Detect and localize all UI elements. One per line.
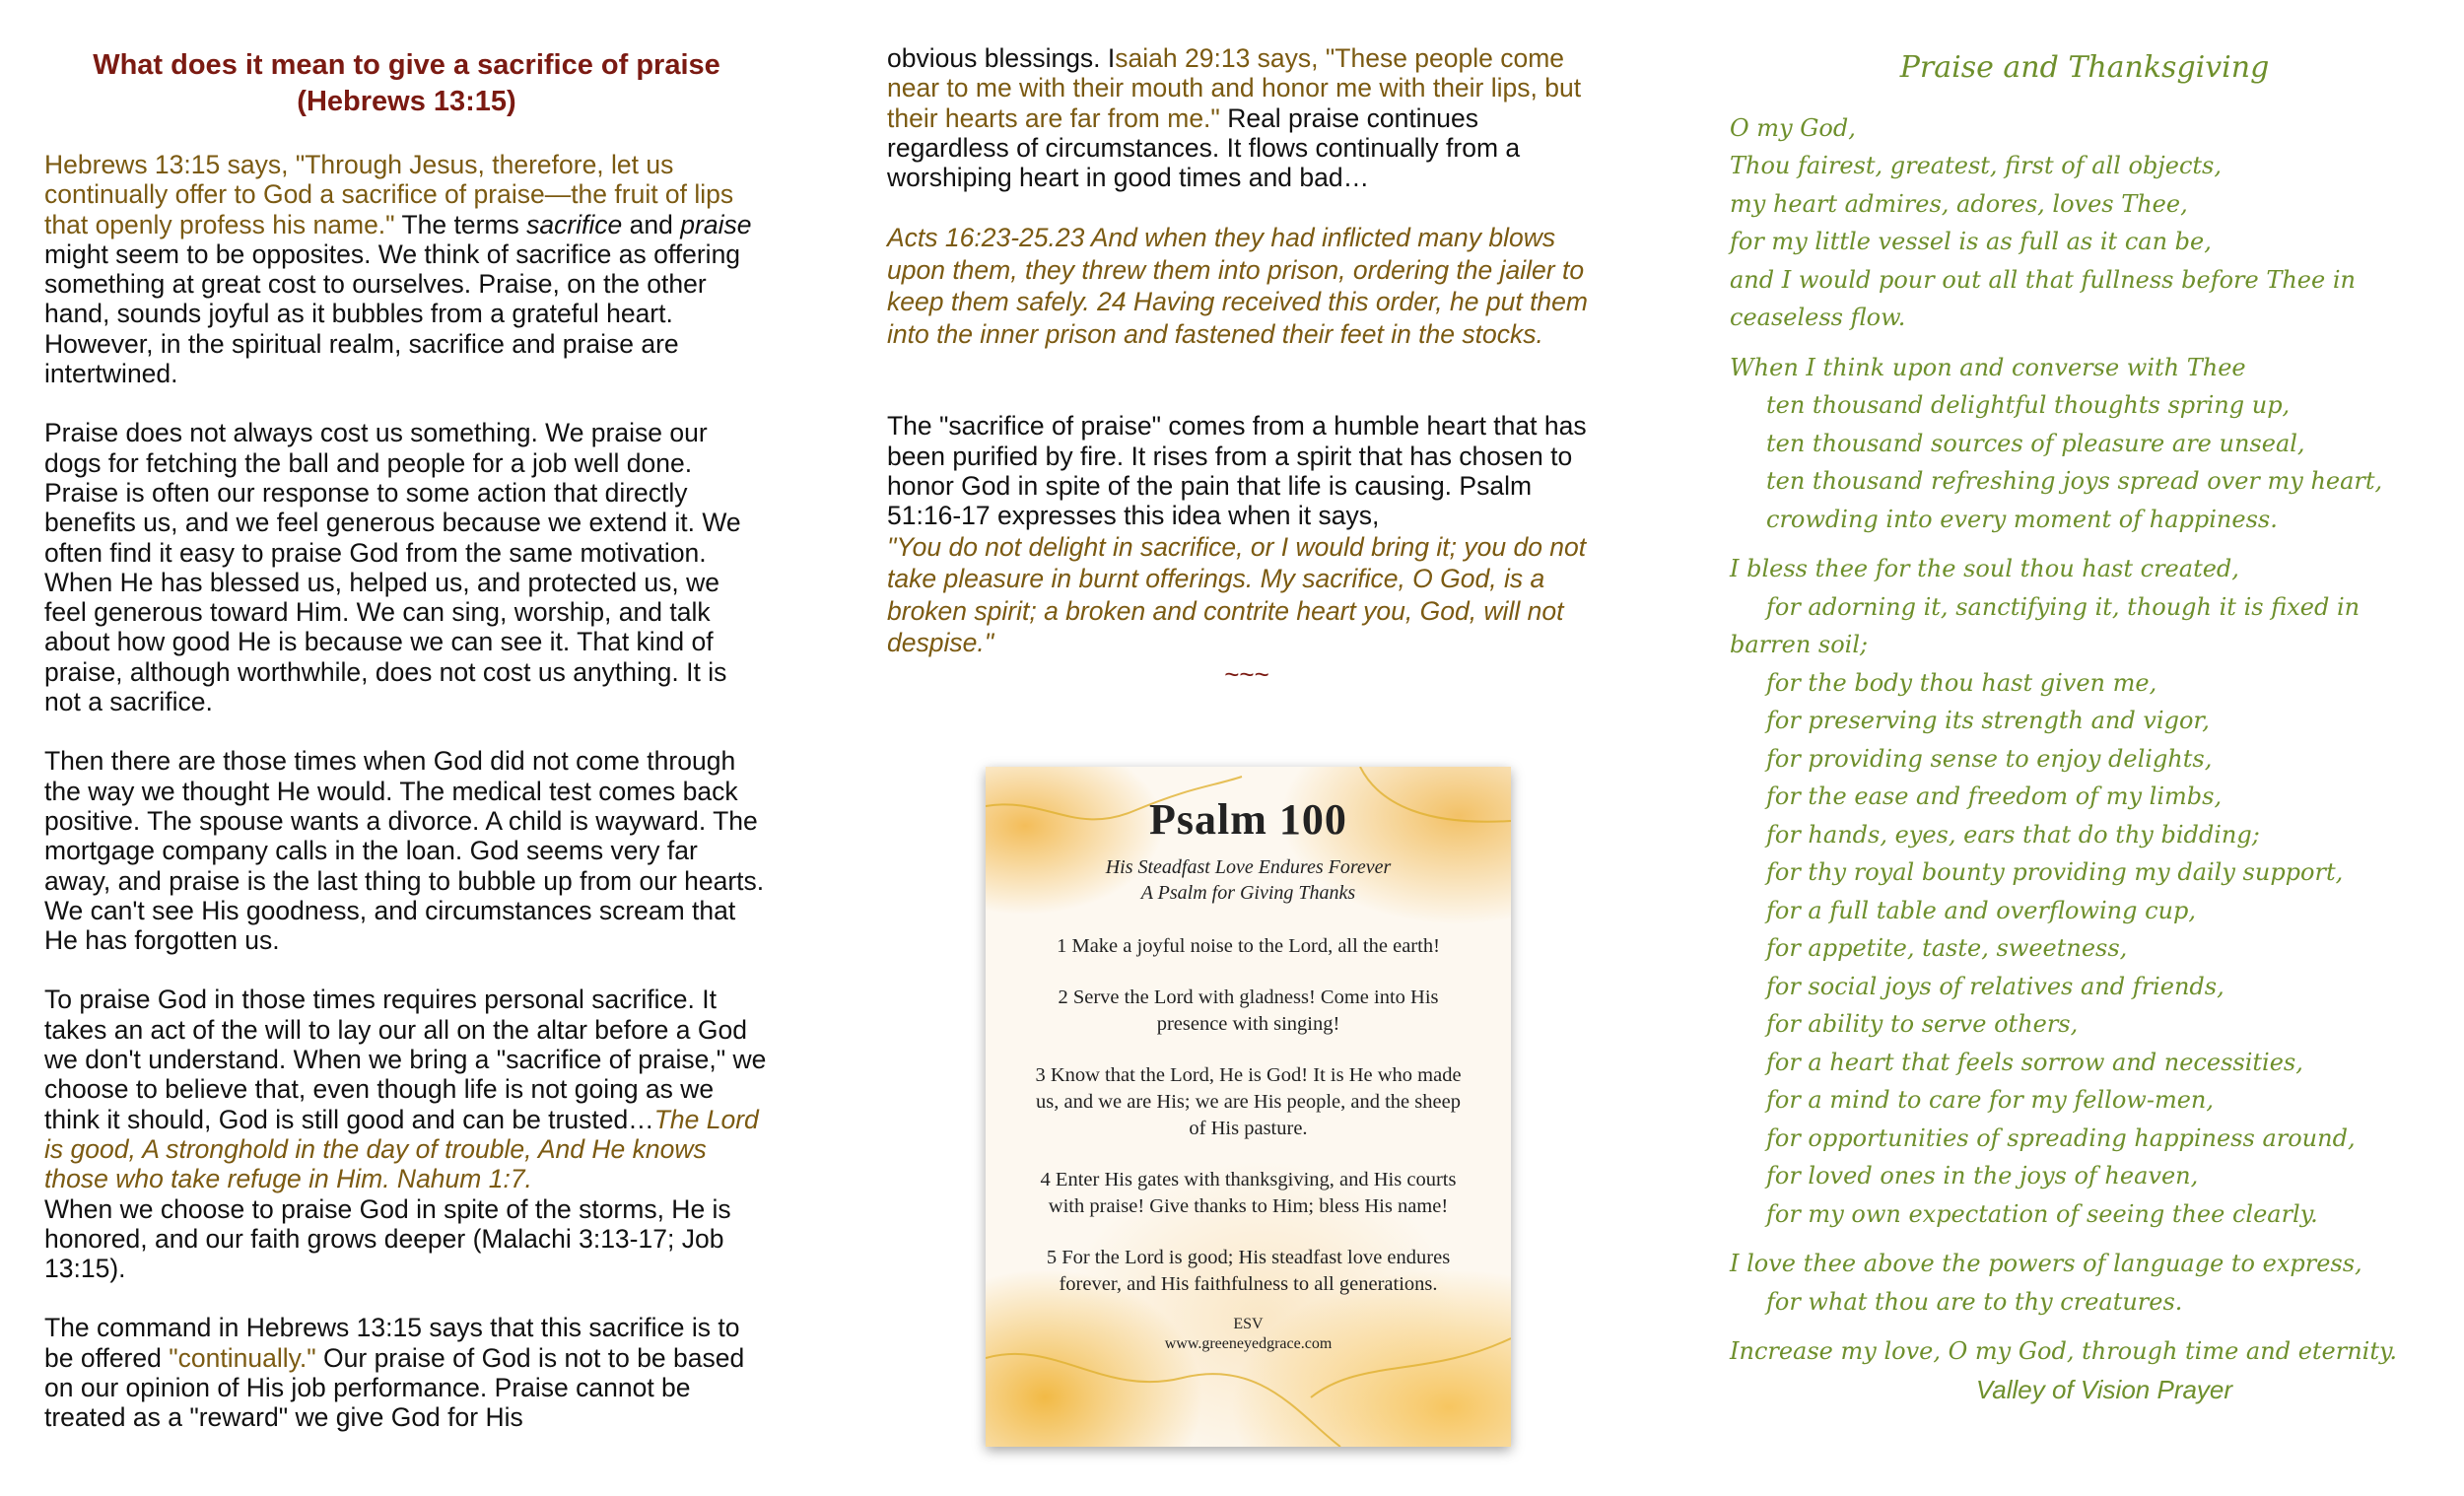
poem-line: for a heart that feels sorrow and necessities, — [1766, 1048, 2303, 1076]
poem-line: for ability to serve others, — [1766, 1010, 2079, 1038]
p7-text-1: The "sacrifice of praise" comes from a humble heart that has been purified by fire. It rises from a spirit that has chosen to honor God in spite of the pain that life is causing. Psalm 51:16-17 expresses this idea when it says, — [887, 411, 1587, 531]
isaiah-quote: saiah 29:13 says, "These people come near to me with their mouth and honor me with their lips, but their hearts are far from me." — [887, 43, 1582, 133]
poem-line: crowding into every moment of happiness. — [1766, 505, 2278, 533]
psalm-verse-4: 4 Enter His gates with thanksgiving, and His courts with praise! Give thanks to Him; bless His name! — [1040, 1169, 1457, 1217]
psalm-subtitle-line-2: A Psalm for Giving Thanks — [1140, 882, 1356, 904]
poem-line: for a full table and overflowing cup, — [1766, 896, 2196, 924]
poem-line: for opportunities of spreading happiness around, — [1766, 1123, 2356, 1152]
paragraph-6 — [887, 43, 1607, 192]
p5-text-2: Our praise of God is not to be based on our opinion of His job performance. Praise cannot be treated as a "reward" we give God for His — [44, 1342, 745, 1433]
paragraph-4 — [44, 985, 769, 1283]
poem-line: for the ease and freedom of my limbs, — [1766, 782, 2223, 810]
article-column-left — [44, 0, 769, 1462]
poem-line: for adorning it, sanctifying it, though it is fixed in barren soil; — [1730, 592, 2361, 658]
continually-quote: "continually." — [169, 1342, 316, 1373]
poem-line: for providing sense to enjoy delights, — [1766, 744, 2213, 773]
poem-line: ten thousand sources of pleasure are unseal, — [1766, 429, 2305, 457]
paragraph-5 — [44, 1313, 769, 1432]
article-title: What does it mean to give a sacrifice of praise (Hebrews 13:15) — [93, 49, 720, 117]
poem-line: I love thee above the powers of language to express, — [1730, 1250, 2362, 1277]
poem-line: ten thousand delightful thoughts spring up, — [1766, 391, 2291, 419]
psalm51-quote: "You do not delight in sacrifice, or I would bring it; you do not take pleasure in burnt offerings. My sacrifice, O God, is a broken spirit; a broken and contrite heart you, God, will not despise." — [887, 531, 1587, 658]
hebrews-quote: Hebrews 13:15 says, "Through Jesus, therefore, let us continually offer to God a sacrifice of praise—the fruit of lips that openly profess his name." — [44, 150, 734, 239]
psalm-website: www.greeneyedgrace.com — [1164, 1335, 1333, 1352]
p5-text-1: The command in Hebrews 13:15 says that this sacrifice is to be offered — [44, 1313, 740, 1373]
poem-title: Praise and Thanksgiving — [1899, 50, 2270, 85]
acts-quote: Acts 16:23-25.23 And when they had inflicted many blows upon them, they threw them into prison, ordering the jailer to keep them safely. 24 Having received this order, he put them into the inner prison and fastened their feet in the stocks. — [887, 223, 1588, 349]
psalm-verse-3: 3 Know that the Lord, He is God! It is He who made us, and we are His; we are His people, and the sheep of His pasture. — [1035, 1064, 1462, 1139]
paragraph-7 — [887, 411, 1607, 658]
p1-em-sacrifice: sacrifice — [526, 209, 623, 239]
poem-line: for appetite, taste, sweetness, — [1766, 934, 2128, 962]
poem-stanza-4 — [1730, 1245, 2439, 1321]
poem-line: for loved ones in the joys of heaven, — [1766, 1162, 2199, 1190]
psalm-title: Psalm 100 — [1149, 795, 1347, 844]
poem-stanza-1 — [1730, 109, 2439, 337]
poem-line: When I think upon and converse with Thee — [1730, 353, 2246, 381]
section-separator: ~~~ — [1224, 658, 1269, 689]
poem-line: Increase my love, O my God, through time and eternity. — [1730, 1337, 2397, 1365]
article-column-middle — [887, 43, 1607, 689]
p4-text-2: When we choose to praise God in spite of the storms, He is honored, and our faith grows deeper (Malachi 3:13-17; Job 13:15). — [44, 1193, 731, 1284]
psalm-subtitle — [986, 854, 1511, 906]
psalm-100-card — [986, 767, 1511, 1447]
poem-line: for preserving its strength and vigor, — [1766, 707, 2210, 734]
paragraph-2: Praise does not always cost us something. We praise our dogs for fetching the ball and people for a job well done. Praise is often our response to some action that directly benefits us, and we feel generous because we extend it. We often find it easy to praise God from the same motivation. When He has blessed us, helped us, and protected us, we feel generous toward Him. We can sing, worship, and talk about how good He is because we can see it. That kind of praise, although worthwhile, does not cost us anything. It is not a sacrifice. — [44, 418, 741, 717]
p1-text-2: and — [622, 209, 681, 239]
poem-stanza-5 — [1730, 1332, 2439, 1371]
poem-stanza-3 — [1730, 550, 2439, 1233]
poem-line: I bless thee for the soul thou hast created, — [1730, 555, 2239, 582]
paragraph-1 — [44, 150, 769, 388]
poem-stanza-2 — [1730, 349, 2439, 539]
poem-line: and I would pour out all that fullness before Thee in ceaseless flow. — [1730, 265, 2356, 331]
p6-text-2: Real praise continues regardless of circumstances. It flows continually from a worshiping heart in good times and bad… — [887, 102, 1521, 193]
p1-text-3: might seem to be opposites. We think of sacrifice as offering something at great cost to ourselves. Praise, on the other hand, sounds joyful as it bubbles from a grateful heart. However, in the spiritual realm, sacrifice and praise are intertwined. — [44, 238, 741, 389]
psalm-version: ESV — [1233, 1316, 1264, 1332]
p6-text-1: obvious blessings. I — [887, 43, 1116, 73]
poem-column — [1730, 0, 2439, 1408]
paragraph-3: Then there are those times when God did not come through the way we thought He would. The medical test comes back positive. The spouse wants a divorce. A child is wayward. The mortgage company calls in the loan. God seems very far away, and praise is the last thing to bubble up from our hearts. We can't see His goodness, and circumstances scream that He has forgotten us. — [44, 746, 765, 956]
poem-line: Thou fairest, greatest, first of all objects, — [1730, 152, 2222, 179]
poem-line: my heart admires, adores, loves Thee, — [1730, 189, 2188, 218]
psalm-verse-5: 5 For the Lord is good; His steadfast love endures forever, and His faithfulness to all generations. — [1046, 1247, 1451, 1295]
poem-line: for my little vessel is as full as it can be, — [1730, 228, 2212, 255]
poem-line: O my God, — [1730, 113, 1856, 142]
psalm-verse-2: 2 Serve the Lord with gladness! Come into His presence with singing! — [1058, 986, 1439, 1035]
poem-line: for what thou are to thy creatures. — [1766, 1287, 2183, 1316]
poem-line: ten thousand refreshing joys spread over my heart, — [1766, 467, 2383, 495]
p1-em-praise: praise — [680, 209, 752, 239]
poem-line: for my own expectation of seeing thee clearly. — [1766, 1199, 2318, 1228]
poem-line: for social joys of relatives and friends, — [1766, 972, 2224, 1000]
psalm-subtitle-line-1: His Steadfast Love Endures Forever — [1105, 856, 1392, 878]
p1-text-1: The terms — [394, 209, 527, 239]
psalm-verse-1: 1 Make a joyful noise to the Lord, all the earth! — [1057, 935, 1440, 957]
poem-line: for hands, eyes, ears that do thy bidding; — [1766, 820, 2260, 849]
poem-line: for the body thou hast given me, — [1766, 668, 2157, 697]
poem-line: for thy royal bounty providing my daily support, — [1766, 858, 2344, 886]
nahum-quote: The Lord is good, A stronghold in the day of trouble, And He knows those who take refuge in Him. Nahum 1:7. — [44, 1104, 759, 1194]
poem-credit: Valley of Vision Prayer — [1975, 1374, 2233, 1404]
poem-line: for a mind to care for my fellow-men, — [1766, 1086, 2214, 1114]
p4-text-1: To praise God in those times requires personal sacrifice. It takes an act of the will to lay our all on the altar before a God we don't understand. When we bring a "sacrifice of praise," we choose to believe that, even though life is not going as we think it should, God is still good and can be trusted… — [44, 985, 767, 1134]
